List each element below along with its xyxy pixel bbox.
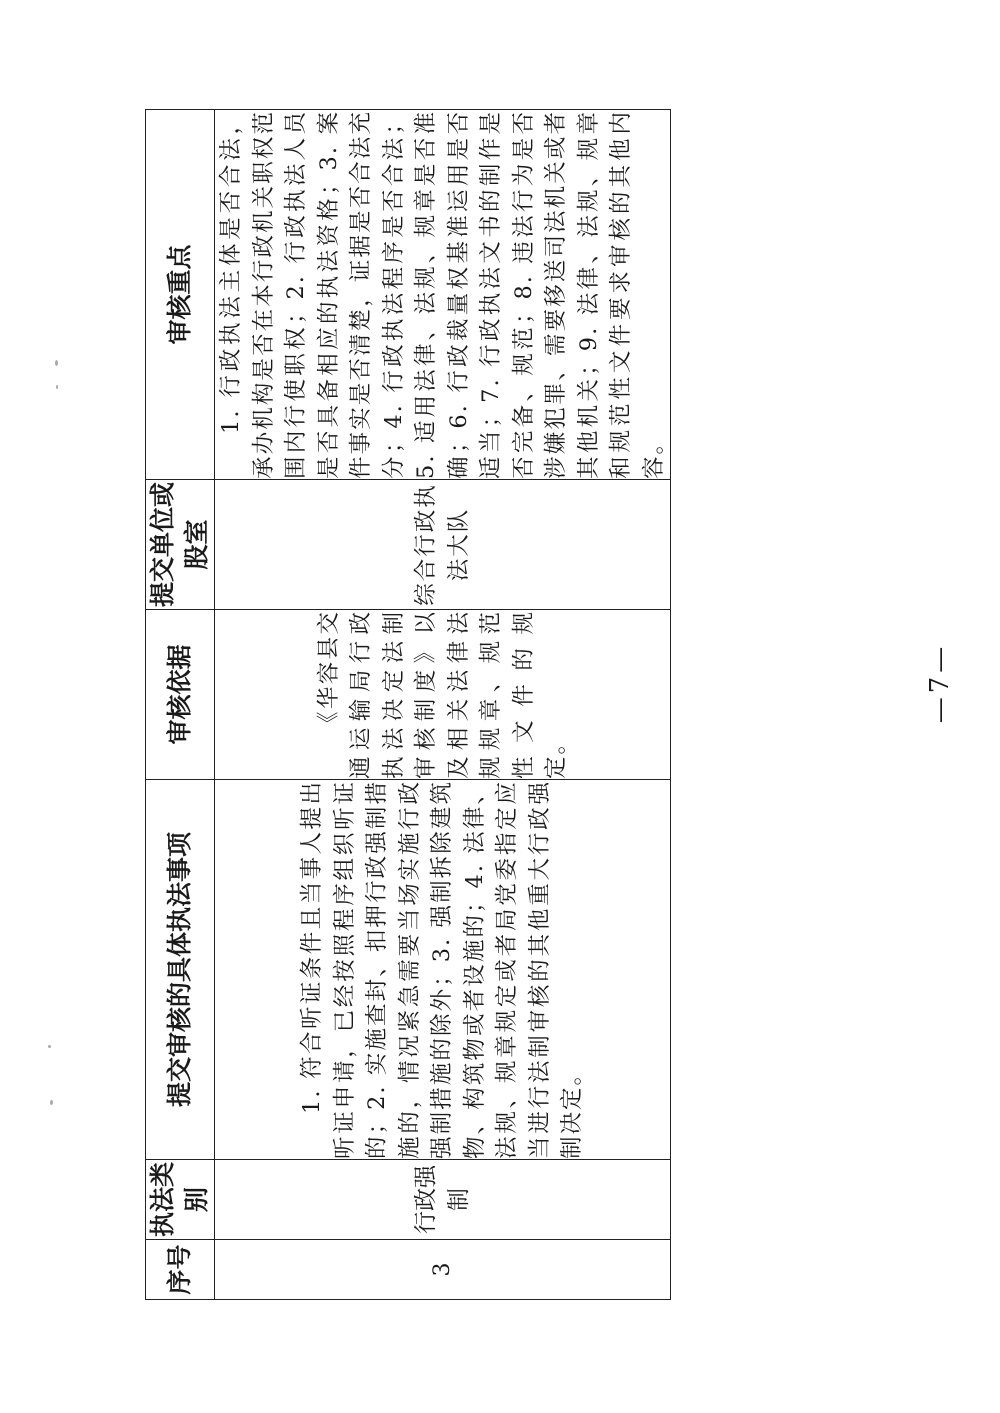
- row-focus: 1. 行政执法主体是否合法，承办机构是否在本行政机关职权范围内行使职权；2. 行政执法人员是否具备相应的执法资格；3. 案件事实是否清楚，证据是否合法充分；4. 行政执法程序是否合法；5. 适用法律、法规、规章是否准确；6. 行政裁量权基准运用是否适当；7. 行政执法文书的制作是否完备、规范；8. 违法行为是否涉嫌犯罪、需要移送司法机关或者其他机关；9. 法律、法规、规章和规范性文件要求审核的其他内容。: [215, 110, 671, 480]
- header-items: 提交审核的具体执法事项: [146, 780, 215, 1160]
- row-no: 3: [215, 1240, 671, 1300]
- table-header-row: [146, 110, 215, 1300]
- header-basis: 审核依据: [146, 610, 215, 780]
- rotated-table-page: [145, 110, 667, 1300]
- header-no: 序号: [146, 1240, 215, 1300]
- row-type: 行政强制: [215, 1160, 671, 1240]
- header-unit: 提交单位或股室: [146, 480, 215, 610]
- table-row: [215, 110, 671, 1300]
- scan-speck: [56, 385, 58, 389]
- scan-speck: [50, 1100, 53, 1105]
- page-number: —7—: [925, 642, 955, 724]
- header-type: 执法类别: [146, 1160, 215, 1240]
- row-items: 1. 符合听证条件且当事人提出听证申请，已经按照程序组织听证的；2. 实施查封、扣押行政强制措施的，情况紧急需要当场实施行政强制措施的除外；3. 强制拆除建筑物、构筑物或者设施的；4. 法律、法规、规章规定或者局党委指定应当进行法制审核的其他重大行政强制决定。: [215, 780, 671, 1160]
- review-items-table: [145, 109, 671, 1300]
- header-focus: 审核重点: [146, 110, 215, 480]
- scan-speck: [55, 360, 58, 366]
- row-basis: 《华容县交通运输局行政执法决定法制审核制度》以及相关法律法规规章、规范性文件的规定。: [215, 610, 671, 780]
- row-unit: 综合行政执法大队: [215, 480, 671, 610]
- scan-speck: [48, 1045, 51, 1048]
